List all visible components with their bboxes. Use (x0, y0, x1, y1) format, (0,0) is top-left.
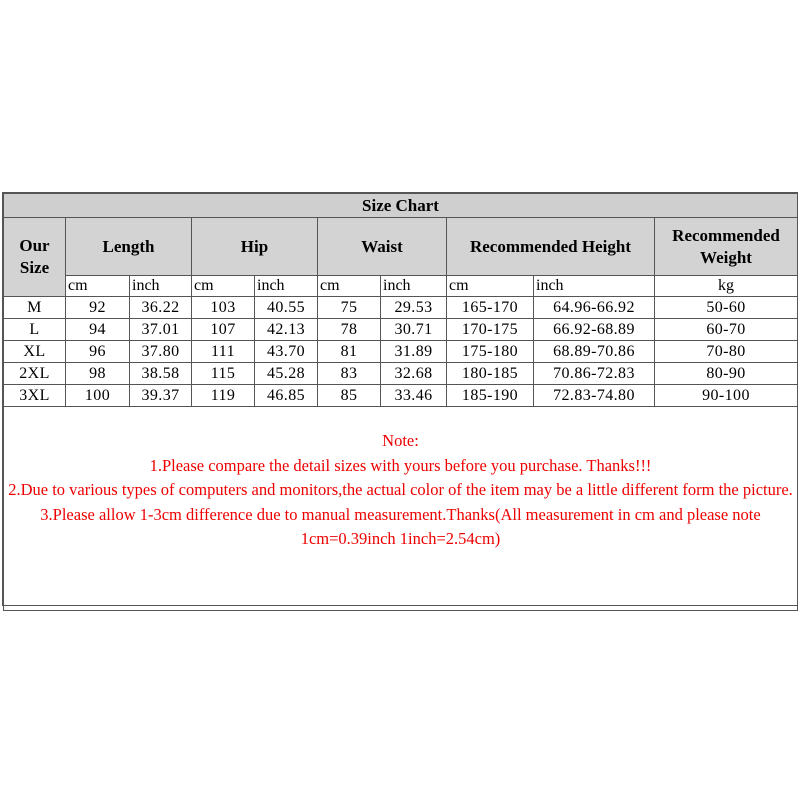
size-table (3, 193, 798, 611)
cell-length-inch: 38.58 (130, 363, 192, 385)
unit-height-inch: inch (534, 276, 655, 297)
cell-weight-kg: 50-60 (655, 297, 798, 319)
cell-length-cm: 92 (66, 297, 130, 319)
cell-waist-cm: 85 (318, 385, 381, 407)
table-row (4, 319, 798, 341)
cell-length-inch: 37.01 (130, 319, 192, 341)
cell-height-inch: 64.96-66.92 (534, 297, 655, 319)
header-length: Length (66, 218, 192, 276)
cell-waist-cm: 81 (318, 341, 381, 363)
cell-hip-cm: 115 (192, 363, 255, 385)
note-item-1: 1.Please compare the detail sizes with yours before you purchase. Thanks!!! (149, 455, 652, 475)
cell-hip-cm: 119 (192, 385, 255, 407)
cell-weight-kg: 70-80 (655, 341, 798, 363)
header-hip: Hip (192, 218, 318, 276)
notes-section (4, 407, 798, 611)
cell-hip-inch: 43.70 (255, 341, 318, 363)
cell-waist-cm: 83 (318, 363, 381, 385)
size-chart (2, 192, 798, 606)
cell-waist-inch: 30.71 (381, 319, 447, 341)
cell-length-inch: 36.22 (130, 297, 192, 319)
cell-size: 3XL (4, 385, 66, 407)
cell-length-cm: 94 (66, 319, 130, 341)
cell-weight-kg: 90-100 (655, 385, 798, 407)
cell-weight-kg: 80-90 (655, 363, 798, 385)
cell-size: XL (4, 341, 66, 363)
cell-waist-inch: 33.46 (381, 385, 447, 407)
cell-waist-cm: 78 (318, 319, 381, 341)
unit-length-inch: inch (130, 276, 192, 297)
cell-height-cm: 180-185 (447, 363, 534, 385)
cell-waist-inch: 29.53 (381, 297, 447, 319)
cell-length-cm: 98 (66, 363, 130, 385)
cell-height-inch: 66.92-68.89 (534, 319, 655, 341)
header-size: Our Size (4, 218, 66, 297)
cell-height-cm: 185-190 (447, 385, 534, 407)
unit-length-cm: cm (66, 276, 130, 297)
cell-height-inch: 70.86-72.83 (534, 363, 655, 385)
cell-size: 2XL (4, 363, 66, 385)
unit-weight-kg: kg (655, 276, 798, 297)
cell-hip-cm: 103 (192, 297, 255, 319)
header-waist: Waist (318, 218, 447, 276)
unit-hip-inch: inch (255, 276, 318, 297)
unit-height-cm: cm (447, 276, 534, 297)
cell-hip-inch: 42.13 (255, 319, 318, 341)
cell-hip-inch: 40.55 (255, 297, 318, 319)
unit-hip-cm: cm (192, 276, 255, 297)
unit-waist-cm: cm (318, 276, 381, 297)
note-heading: Note: (382, 431, 419, 450)
cell-length-inch: 37.80 (130, 341, 192, 363)
unit-waist-inch: inch (381, 276, 447, 297)
cell-height-cm: 170-175 (447, 319, 534, 341)
cell-hip-cm: 111 (192, 341, 255, 363)
cell-hip-cm: 107 (192, 319, 255, 341)
cell-size: L (4, 319, 66, 341)
cell-waist-inch: 31.89 (381, 341, 447, 363)
cell-size: M (4, 297, 66, 319)
table-row (4, 341, 798, 363)
table-row (4, 363, 798, 385)
cell-hip-inch: 46.85 (255, 385, 318, 407)
cell-waist-cm: 75 (318, 297, 381, 319)
cell-length-cm: 100 (66, 385, 130, 407)
cell-height-cm: 175-180 (447, 341, 534, 363)
cell-waist-inch: 32.68 (381, 363, 447, 385)
cell-weight-kg: 60-70 (655, 319, 798, 341)
cell-hip-inch: 45.28 (255, 363, 318, 385)
table-row (4, 385, 798, 407)
cell-height-inch: 72.83-74.80 (534, 385, 655, 407)
note-item-2: 2.Due to various types of computers and monitors,the actual color of the item may be a little different form the picture. (8, 480, 793, 499)
header-height: Recommended Height (447, 218, 655, 276)
header-weight: Recommended Weight (655, 218, 798, 276)
chart-title: Size Chart (4, 194, 798, 218)
cell-length-cm: 96 (66, 341, 130, 363)
cell-length-inch: 39.37 (130, 385, 192, 407)
cell-height-cm: 165-170 (447, 297, 534, 319)
cell-height-inch: 68.89-70.86 (534, 341, 655, 363)
table-row (4, 297, 798, 319)
note-item-3: 3.Please allow 1-3cm difference due to manual measurement.Thanks(All measurement in cm and please note 1cm=0.39inch 1inch=2.54cm) (40, 504, 761, 548)
